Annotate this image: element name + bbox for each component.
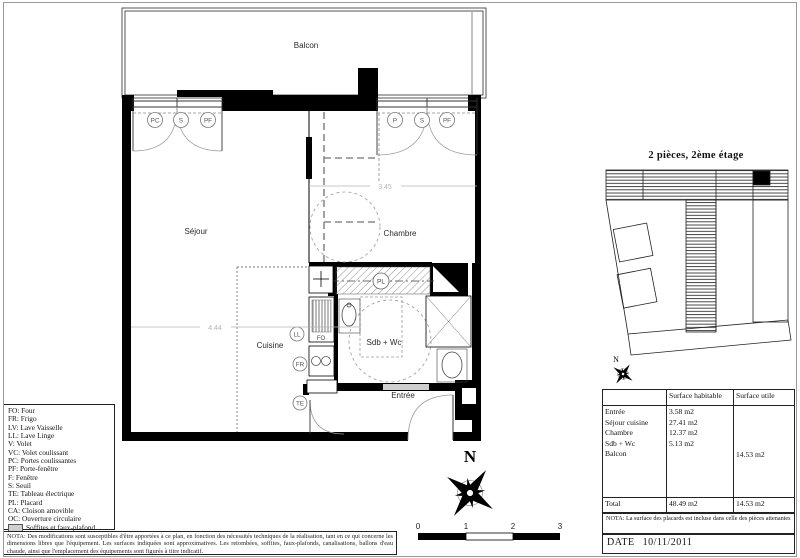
row-name: Entrée — [605, 407, 625, 416]
areas-table — [602, 389, 795, 513]
window-chambre — [377, 98, 477, 182]
room-label-sdb: Sdb + Wc — [366, 338, 402, 347]
areas-table-body — [603, 406, 794, 497]
legend-item: V: Volet — [8, 439, 32, 449]
dimension-lines — [131, 186, 477, 327]
movable-partition-dashed — [324, 112, 378, 262]
nota-table: NOTA: La surface des placards est incluse dans celle des pièces attenantes — [602, 513, 795, 534]
scale-tick-3: 3 — [557, 522, 563, 531]
legend-item: LL: Lave Linge — [8, 431, 55, 441]
date-box — [602, 534, 795, 554]
site-compass — [607, 355, 640, 390]
oven-tag: FO — [316, 336, 326, 342]
row-habitable: 27.41 m2 — [669, 417, 698, 427]
legend-item: F: Fenêtre — [8, 472, 38, 482]
site-plan — [598, 160, 798, 390]
header-surface-habitable: Surface habitable — [667, 390, 734, 405]
row-name: Séjour cuisine — [605, 417, 649, 427]
tag-ll: LL — [293, 331, 301, 339]
legend-item: TE: Tableau électrique — [8, 489, 75, 499]
total-habitable: 48.49 m2 — [667, 498, 734, 513]
row-habitable: 5.13 m2 — [669, 438, 694, 448]
row-habitable: 3.58 m2 — [669, 407, 694, 416]
entrance-door — [408, 395, 453, 440]
unit-location-marker — [753, 171, 770, 185]
legend-item: LV: Lave Vaisselle — [8, 422, 63, 432]
dim-chambre: 3.45 — [378, 184, 392, 191]
placard-door-block — [430, 263, 468, 296]
room-label-cuisine: Cuisine — [256, 341, 284, 350]
plan-title: 2 pièces, 2ème étage — [648, 150, 744, 161]
tag-p: P — [392, 117, 398, 125]
dim-sejour: 4.44 — [208, 325, 222, 332]
placard-tag: PL — [377, 278, 385, 286]
scale-tick-2: 2 — [510, 522, 516, 531]
row-name: Chambre — [605, 428, 633, 438]
room-label-sejour: Séjour — [184, 227, 208, 236]
legend-item: VC: Volet coulissant — [8, 447, 69, 457]
legend-box — [3, 404, 115, 530]
row-name: Sdb + Wc — [605, 438, 636, 448]
legend-item: PC: Portes coulissantes — [8, 456, 77, 466]
compass-rose — [431, 447, 509, 532]
legend-item: CA: Cloison amovible — [8, 506, 74, 516]
date-label: DATE — [607, 537, 635, 548]
sdb-threshold — [383, 384, 429, 390]
soffite-bar — [177, 90, 273, 97]
legend-item: PL: Placard — [8, 497, 43, 507]
scale-bar — [416, 522, 563, 540]
room-label-entree: Entrée — [391, 391, 415, 400]
bathroom-fixtures — [339, 296, 471, 382]
scale-tick-0: 0 — [415, 522, 421, 531]
counter-end — [307, 380, 337, 393]
site-north-label: N — [613, 355, 619, 364]
entree-niche — [462, 388, 476, 404]
areas-table-header — [603, 390, 794, 406]
nota-main: NOTA: Des modifications sont susceptibles d'être apportées à ce plan, en fonction des nécessités techniques de la réalisation, tant en ce qui concerne les dimensions libres que l'équipement. Les surfaces indiquées sont approximatives. Les retombées, soffites, faux-plafonds, canalisations, ballons d'eau chaude, ainsi que l'emplacement des équipements sont figurés à titre indicatif. — [3, 531, 397, 555]
legend-item: S: Seuil — [8, 481, 31, 491]
placard-hatch — [331, 267, 434, 294]
kitchen-door — [310, 400, 344, 434]
areas-table-total — [603, 497, 794, 513]
tag-pf2: PF — [442, 117, 452, 125]
tag-s1: S — [178, 117, 184, 125]
tag-te: TE — [295, 400, 305, 408]
wc — [437, 349, 467, 382]
header-surface-utile: Surface utile — [736, 391, 775, 400]
legend-item: PF: Porte-fenêtre — [8, 464, 59, 474]
tag-pc: PC — [150, 117, 160, 125]
legend-item: OC: Ouverture circulaire — [8, 514, 81, 524]
total-label: Total — [603, 498, 667, 513]
row-habitable: 12.37 m2 — [669, 428, 698, 438]
room-label-chambre: Chambre — [383, 229, 417, 238]
scale-tick-1: 1 — [463, 522, 469, 531]
legend-item: FO: Four — [8, 406, 35, 415]
legend-item: FR: Frigo — [8, 414, 37, 424]
balcony-railing — [122, 8, 486, 98]
pillar — [358, 68, 378, 98]
kitchen-fixtures — [307, 266, 337, 393]
room-label-balcon: Balcon — [293, 41, 319, 50]
north-label: N — [463, 447, 477, 466]
total-utile: 14.53 m2 — [736, 499, 765, 508]
legend-soffites-label: Soffites et faux-plafond — [26, 522, 96, 532]
row-utile-balcon: 14.53 m2 — [736, 450, 765, 459]
tag-s2: S — [419, 117, 425, 125]
row-name: Balcon — [605, 449, 627, 459]
tag-pf1: PF — [203, 117, 213, 125]
date-value: 10/11/2011 — [642, 537, 693, 548]
tag-fr: FR — [295, 361, 305, 369]
